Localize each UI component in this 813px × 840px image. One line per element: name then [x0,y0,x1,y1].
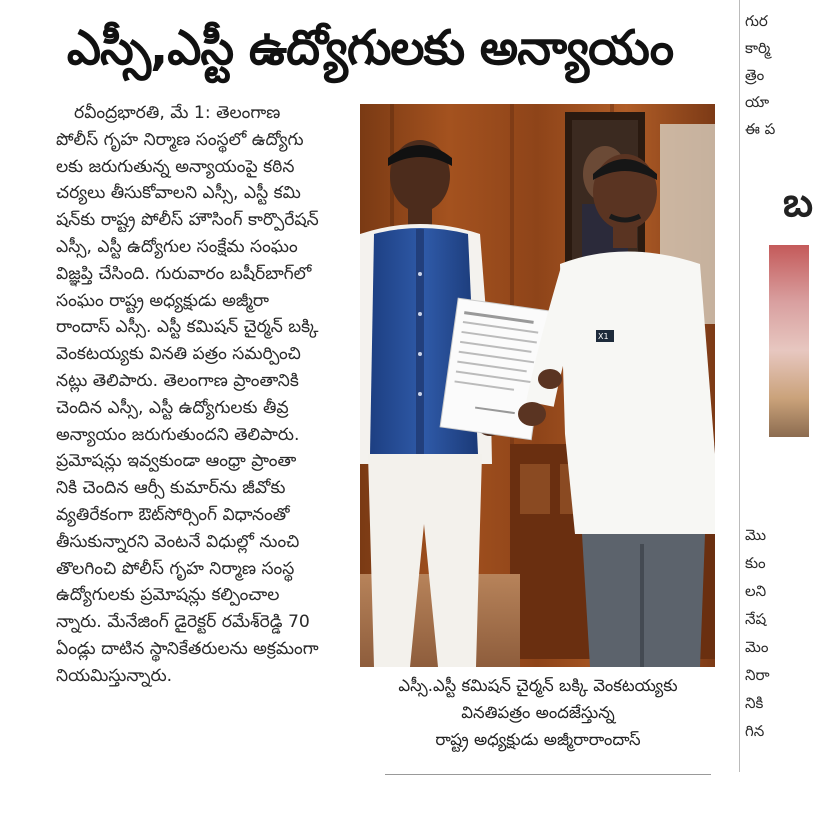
article-line: షన్‌కు రాష్ట్ర పోలీస్ హౌసింగ్ కార్పొరేషన్ [56,210,319,231]
article-line: రాందాస్ ఎస్సీ. ఎస్టీ కమిషన్ చైర్మన్ బక్కి [56,317,319,338]
article-line: సంఘం రాష్ట్ర అధ్యక్షుడు అజ్మీరా [56,290,269,311]
caption-line-2: వినతిపత్రం అందజేస్తున్న [461,703,615,722]
side-text-line: యా [745,93,770,111]
side-text-line: ఈ ప [745,120,776,138]
article-line: వ్యతిరేకంగా ఔట్‌సోర్సింగ్ విధానంతో [56,504,290,525]
side-text-line: గిన [745,722,765,740]
side-text-line: మెం [745,638,769,656]
article-line: చెందిన ఎస్సీ, ఎస్టీ ఉద్యోగులకు తీవ్ర [56,397,289,418]
article-line: అన్యాయం జరుగుతుందని తెలిపారు. [56,424,300,445]
article-line: ఏండ్లు దాటిన స్థానికేతరులను అక్రమంగా [56,638,319,659]
news-photo-illustration [360,104,715,667]
article-line: ప్రమోషన్లు ఇవ్వకుండా ఆంధ్రా ప్రాంతా [56,451,297,472]
side-text-line: కార్మి [745,39,771,57]
article-line: ఎస్సీ, ఎస్టీ ఉద్యోగుల సంక్షేమ సంఘం [56,236,298,257]
article-line: వెంకటయ్యకు వినతి పత్రం సమర్పించి [56,344,301,365]
article-line: నికి చెందిన ఆర్సీ కుమార్‌ను జీవోకు [56,478,286,499]
article-line: రవీంద్రభారతి, మే 1: తెలంగాణ [74,103,281,123]
side-photo [769,245,809,437]
article-line: తీసుకున్నారని వెంటనే విధుల్లో నుంచి [56,531,300,552]
caption-line-1: ఎస్సీ.ఎస్టీ కమిషన్ చైర్మన్ బక్కి వెంకటయ్యకు [398,676,678,695]
photo-caption [362,672,714,753]
news-photo [360,104,715,667]
side-text-line: త్రెం [745,66,765,84]
side-text-line: నిరా [745,666,770,684]
side-text-line: నికి [745,694,764,712]
article-line: విజ్ఞప్తి చేసింది. గురువారం బషీర్‌బాగ్‌లో [56,263,312,284]
caption-underline [385,774,711,775]
article-line: నట్లు తెలిపారు. తెలంగాణ ప్రాంతానికి [56,370,299,391]
article-headline: ఎస్సీ,ఎస్టీ ఉద్యోగులకు అన్యాయం [66,20,674,76]
caption-line-3: రాష్ట్ర అధ్యక్షుడు అజ్మీరారాందాస్ [435,730,641,749]
side-headline-fragment: బ [783,180,813,226]
article-body [56,100,354,690]
shirt-badge: X1 [598,332,609,341]
article-line: చర్యలు తీసుకోవాలని ఎస్సీ, ఎస్టీ కమి [56,183,301,204]
article-line: ఉద్యోగులకు ప్రమోషన్లు కల్పించాల [56,585,280,606]
article-line: న్నారు. మేనేజింగ్ డైరెక్టర్ రమేశ్‌రెడ్డి 70 [56,612,310,633]
column-divider [739,0,740,772]
article-line: లకు జరుగుతున్న అన్యాయంపై కఠిన [56,156,295,177]
side-text-line: కుం [745,554,766,572]
adjacent-article-column [745,0,813,840]
side-text-line: గుర [745,12,768,30]
article-line: తొలగించి పోలీస్ గృహ నిర్మాణ సంస్థ [56,558,295,579]
side-text-line: లని [745,582,767,600]
side-text-line: మొ [745,526,767,544]
side-text-line: నేష [745,610,767,628]
article-line: నియమిస్తున్నారు. [56,665,173,686]
article-line: పోలీస్ గృహ నిర్మాణ సంస్థలో ఉద్యోగు [56,129,304,150]
